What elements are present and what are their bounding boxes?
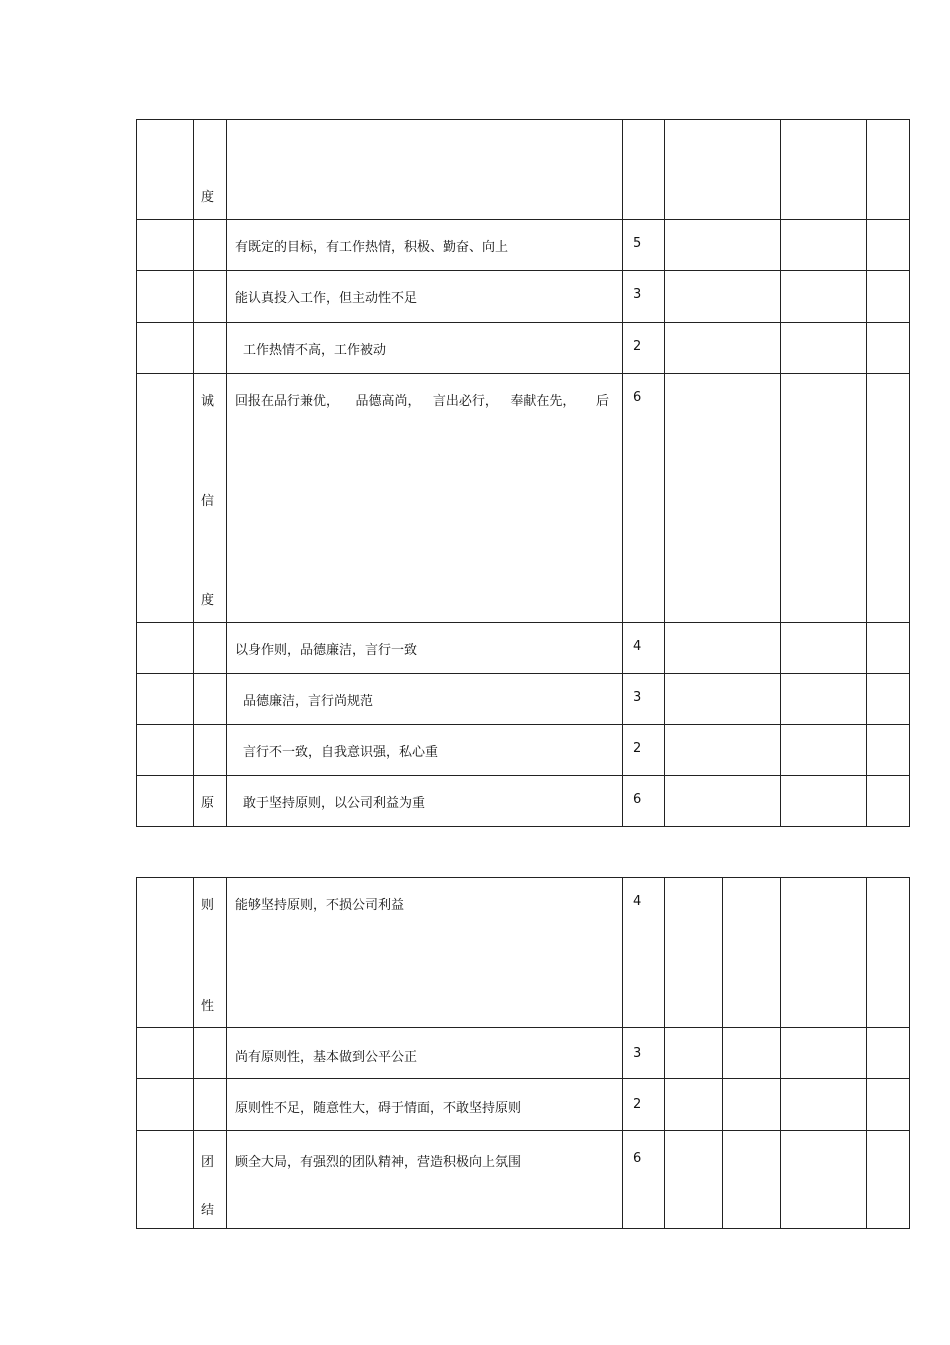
empty-cell bbox=[723, 878, 781, 1028]
criteria-cell bbox=[227, 323, 623, 374]
empty-cell bbox=[781, 623, 867, 674]
score-cell bbox=[623, 323, 665, 374]
index-cell bbox=[137, 776, 194, 827]
criteria-cell bbox=[227, 1028, 623, 1079]
score-cell bbox=[623, 776, 665, 827]
criteria-cell bbox=[227, 1079, 623, 1131]
index-cell bbox=[137, 220, 194, 271]
index-cell bbox=[137, 674, 194, 725]
criteria-text: 言行不一致，自我意识强，私心重 bbox=[243, 745, 439, 760]
score-value: 3 bbox=[633, 690, 642, 705]
empty-cell bbox=[781, 878, 867, 1028]
index-cell bbox=[137, 725, 194, 776]
criteria-cell bbox=[227, 776, 623, 827]
category-char: 性 bbox=[201, 999, 215, 1014]
category-char: 原 bbox=[201, 796, 215, 811]
table-row bbox=[137, 674, 910, 725]
category-cell bbox=[194, 323, 227, 374]
empty-cell bbox=[665, 1079, 723, 1131]
criteria-cell bbox=[227, 120, 623, 220]
index-cell bbox=[137, 878, 194, 1028]
category-char: 度 bbox=[201, 593, 215, 608]
category-cell bbox=[194, 725, 227, 776]
empty-cell bbox=[867, 1131, 910, 1229]
index-cell bbox=[137, 1028, 194, 1079]
empty-cell bbox=[867, 1079, 910, 1131]
empty-cell bbox=[665, 1028, 723, 1079]
empty-cell bbox=[867, 623, 910, 674]
table-row bbox=[137, 1131, 910, 1229]
empty-cell bbox=[665, 120, 781, 220]
score-value: 2 bbox=[633, 1097, 642, 1112]
empty-cell bbox=[781, 725, 867, 776]
score-value: 3 bbox=[633, 1046, 642, 1061]
empty-cell bbox=[665, 1131, 723, 1229]
empty-cell bbox=[781, 220, 867, 271]
score-cell bbox=[623, 1131, 665, 1229]
empty-cell bbox=[665, 725, 781, 776]
criteria-text: 原则性不足，随意性大，碍于情面，不敢坚持原则 bbox=[235, 1101, 522, 1116]
score-value: 5 bbox=[633, 236, 642, 251]
empty-cell bbox=[781, 271, 867, 323]
index-cell bbox=[137, 323, 194, 374]
category-cell bbox=[194, 1079, 227, 1131]
score-cell bbox=[623, 271, 665, 323]
criteria-text: 工作热情不高，工作被动 bbox=[243, 343, 387, 358]
score-cell bbox=[623, 674, 665, 725]
criteria-text: 尚有原则性，基本做到公平公正 bbox=[235, 1050, 418, 1065]
criteria-text: 有既定的目标，有工作热情，积极、勤奋、向上 bbox=[235, 240, 509, 255]
criteria-text: 能够坚持原则，不损公司利益 bbox=[235, 898, 405, 913]
category-cell bbox=[194, 1131, 227, 1229]
table-row bbox=[137, 271, 910, 323]
criteria-cell bbox=[227, 374, 623, 623]
category-cell bbox=[194, 1028, 227, 1079]
table-row bbox=[137, 374, 910, 623]
category-char: 团 bbox=[201, 1155, 215, 1170]
empty-cell bbox=[781, 776, 867, 827]
category-char: 信 bbox=[201, 494, 215, 509]
empty-cell bbox=[723, 1131, 781, 1229]
table-row bbox=[137, 220, 910, 271]
category-char: 诚 bbox=[201, 394, 215, 409]
criteria-cell bbox=[227, 271, 623, 323]
score-cell bbox=[623, 878, 665, 1028]
category-char: 结 bbox=[201, 1203, 215, 1218]
empty-cell bbox=[665, 674, 781, 725]
empty-cell bbox=[867, 271, 910, 323]
empty-cell bbox=[665, 878, 723, 1028]
score-cell bbox=[623, 220, 665, 271]
score-cell bbox=[623, 623, 665, 674]
score-cell bbox=[623, 1028, 665, 1079]
empty-cell bbox=[723, 1028, 781, 1079]
empty-cell bbox=[665, 623, 781, 674]
table-row bbox=[137, 776, 910, 827]
score-value: 4 bbox=[633, 639, 642, 654]
category-cell bbox=[194, 623, 227, 674]
category-cell bbox=[194, 220, 227, 271]
empty-cell bbox=[867, 374, 910, 623]
table-row bbox=[137, 878, 910, 1028]
empty-cell bbox=[665, 374, 781, 623]
index-cell bbox=[137, 120, 194, 220]
empty-cell bbox=[867, 674, 910, 725]
category-cell bbox=[194, 674, 227, 725]
empty-cell bbox=[867, 120, 910, 220]
criteria-text: 品德廉洁，言行尚规范 bbox=[243, 694, 374, 709]
empty-cell bbox=[665, 271, 781, 323]
table-row bbox=[137, 1079, 910, 1131]
evaluation-table-1 bbox=[136, 119, 910, 827]
empty-cell bbox=[665, 776, 781, 827]
table-row bbox=[137, 725, 910, 776]
score-value: 6 bbox=[633, 390, 642, 405]
empty-cell bbox=[781, 1079, 867, 1131]
criteria-cell bbox=[227, 725, 623, 776]
category-char: 则 bbox=[201, 898, 215, 913]
category-cell bbox=[194, 374, 227, 623]
index-cell bbox=[137, 271, 194, 323]
criteria-cell bbox=[227, 878, 623, 1028]
index-cell bbox=[137, 374, 194, 623]
criteria-text: 回报在品行兼优， 品德高尚， 言出必行， 奉献在先， 后 bbox=[235, 394, 609, 409]
empty-cell bbox=[867, 323, 910, 374]
category-cell bbox=[194, 878, 227, 1028]
criteria-text: 能认真投入工作，但主动性不足 bbox=[235, 291, 418, 306]
score-value: 4 bbox=[633, 894, 642, 909]
empty-cell bbox=[781, 323, 867, 374]
criteria-text: 敢于坚持原则，以公司利益为重 bbox=[243, 796, 426, 811]
criteria-text: 顾全大局，有强烈的团队精神，营造积极向上氛围 bbox=[235, 1155, 522, 1170]
empty-cell bbox=[781, 1028, 867, 1079]
score-value: 6 bbox=[633, 792, 642, 807]
category-char: 度 bbox=[201, 190, 215, 205]
empty-cell bbox=[781, 120, 867, 220]
category-cell bbox=[194, 271, 227, 323]
empty-cell bbox=[723, 1079, 781, 1131]
score-cell bbox=[623, 725, 665, 776]
index-cell bbox=[137, 623, 194, 674]
criteria-cell bbox=[227, 220, 623, 271]
table-row bbox=[137, 1028, 910, 1079]
empty-cell bbox=[867, 776, 910, 827]
criteria-text: 以身作则，品德廉洁，言行一致 bbox=[235, 643, 418, 658]
empty-cell bbox=[665, 220, 781, 271]
empty-cell bbox=[665, 323, 781, 374]
criteria-cell bbox=[227, 674, 623, 725]
index-cell bbox=[137, 1079, 194, 1131]
empty-cell bbox=[867, 725, 910, 776]
category-cell bbox=[194, 776, 227, 827]
empty-cell bbox=[781, 1131, 867, 1229]
empty-cell bbox=[867, 1028, 910, 1079]
score-cell bbox=[623, 120, 665, 220]
score-value: 3 bbox=[633, 287, 642, 302]
empty-cell bbox=[867, 220, 910, 271]
evaluation-table-2 bbox=[136, 877, 910, 1229]
criteria-cell bbox=[227, 1131, 623, 1229]
category-cell bbox=[194, 120, 227, 220]
empty-cell bbox=[867, 878, 910, 1028]
empty-cell bbox=[781, 374, 867, 623]
empty-cell bbox=[781, 674, 867, 725]
table-row bbox=[137, 623, 910, 674]
score-value: 2 bbox=[633, 741, 642, 756]
index-cell bbox=[137, 1131, 194, 1229]
score-cell bbox=[623, 374, 665, 623]
score-value: 2 bbox=[633, 339, 642, 354]
score-cell bbox=[623, 1079, 665, 1131]
criteria-cell bbox=[227, 623, 623, 674]
table-row bbox=[137, 323, 910, 374]
score-value: 6 bbox=[633, 1151, 642, 1166]
table-row bbox=[137, 120, 910, 220]
